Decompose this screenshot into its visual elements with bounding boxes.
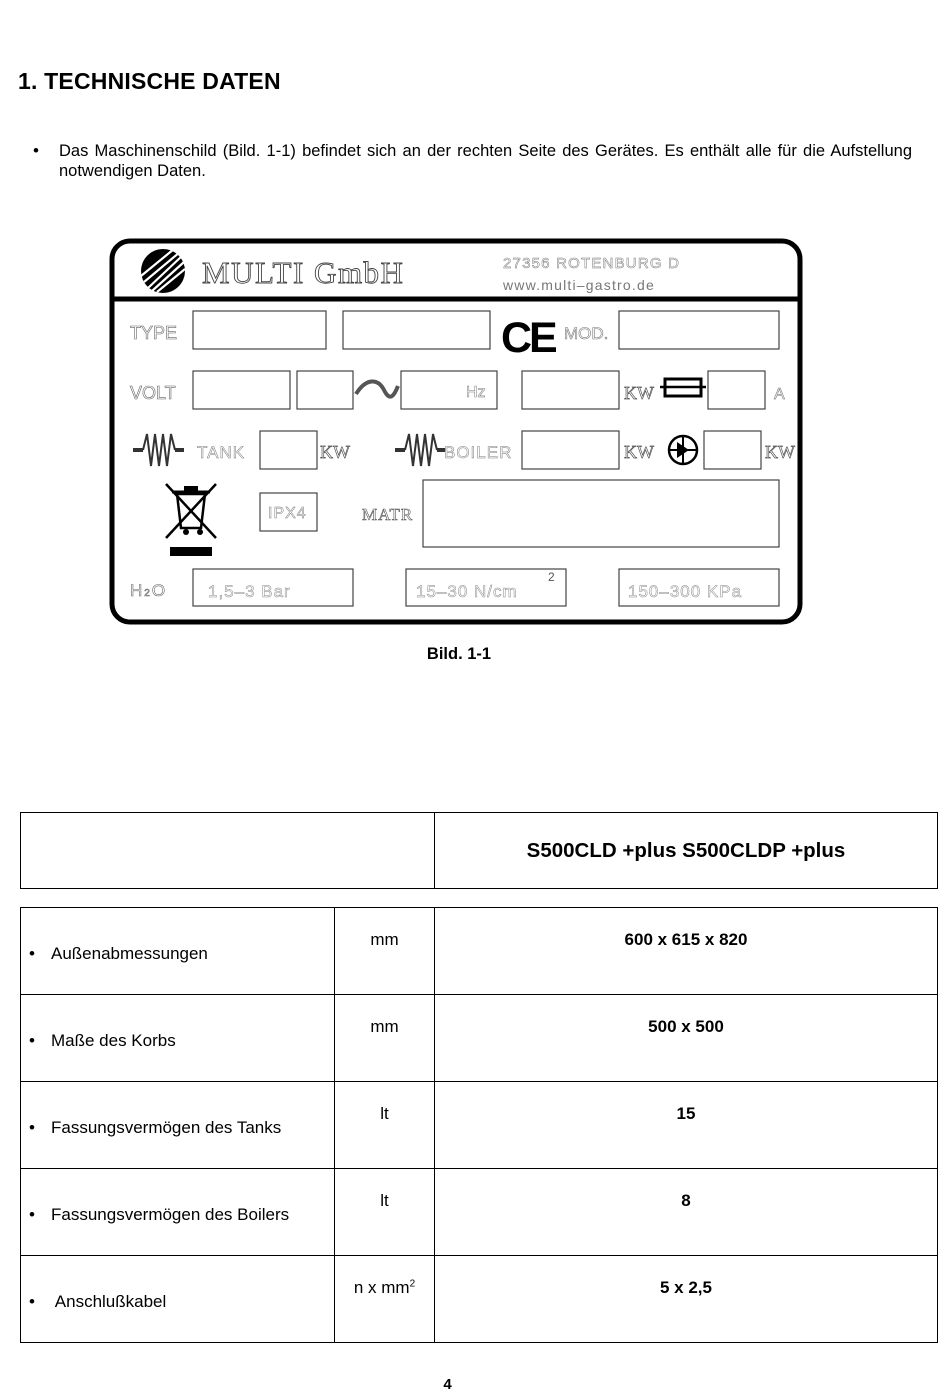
bullet: • — [29, 1117, 35, 1137]
spec-unit: lt — [335, 1082, 435, 1169]
tank-label: TANK — [197, 443, 246, 462]
ce-mark: CE — [501, 314, 555, 362]
bullet: • — [29, 1291, 35, 1311]
table-row — [21, 995, 938, 1082]
company-address: 27356 ROTENBURG D — [503, 255, 681, 272]
bullet: • — [29, 943, 35, 963]
spec-value: 500 x 500 — [435, 995, 938, 1082]
boiler-kw-label: KW — [624, 442, 654, 462]
spec-unit-cell — [335, 1256, 435, 1343]
table-row — [21, 908, 938, 995]
pressure-ncm-superscript: 2 — [548, 570, 555, 584]
volt-label: VOLT — [130, 383, 176, 403]
spec-label-cell — [21, 995, 335, 1082]
figure-caption: Bild. 1-1 — [426, 645, 492, 663]
empty-header-cell — [21, 813, 435, 889]
table-row — [21, 1082, 938, 1169]
bullet: • — [29, 1204, 35, 1224]
spec-label: Außenabmessungen — [51, 943, 208, 963]
spec-value: 8 — [435, 1169, 938, 1256]
ipx-label: IPX4 — [268, 505, 307, 522]
model-names: S500CLD +plus S500CLDP +plus — [435, 813, 938, 889]
spec-unit: mm — [335, 995, 435, 1082]
mod-label: MOD. — [564, 324, 609, 343]
matr-label: MATR — [362, 505, 414, 524]
pump-icon — [669, 436, 697, 464]
bullet: • — [29, 1030, 35, 1050]
spec-value: 5 x 2,5 — [435, 1256, 938, 1343]
tank-kw-label: KW — [320, 442, 350, 462]
spec-label: Anschlußkabel — [51, 1291, 167, 1311]
company-name: MULTI GmbH — [202, 255, 405, 290]
pressure-ncm: 15–30 N/cm — [416, 582, 518, 601]
table-row — [21, 1256, 938, 1343]
intro-bullet: • — [33, 141, 39, 160]
spec-unit: mm — [335, 908, 435, 995]
boiler-label: BOILER — [444, 443, 513, 462]
spec-label-cell — [21, 1169, 335, 1256]
section-heading: 1. TECHNISCHE DATEN — [18, 68, 281, 94]
spec-value: 15 — [435, 1082, 938, 1169]
spec-label: Fassungsvermögen des Tanks — [51, 1117, 282, 1137]
machine-plate — [108, 236, 804, 628]
pump-kw-label: KW — [765, 442, 795, 462]
spec-label-cell — [21, 1256, 335, 1343]
spec-label-cell — [21, 1082, 335, 1169]
page-number: 4 — [443, 1376, 452, 1393]
intro-paragraph: Das Maschinenschild (Bild. 1-1) befindet sich an der rechten Seite des Gerätes. Es enthält alle für die Aufstellung notwendigen Daten. — [59, 142, 912, 180]
table-row — [21, 1169, 938, 1256]
spec-unit-superscript: 2 — [409, 1278, 416, 1290]
spec-unit: lt — [335, 1169, 435, 1256]
model-header-row — [21, 813, 938, 889]
kw-label: KW — [624, 383, 654, 403]
amp-label: A — [774, 386, 785, 403]
pressure-kpa: 150–300 KPa — [628, 582, 743, 601]
company-website: www.multi–gastro.de — [503, 277, 655, 293]
spec-table — [20, 907, 938, 1343]
h2o-label: H 2 O — [130, 581, 166, 600]
pressure-bar: 1,5–3 Bar — [208, 582, 291, 601]
spec-label: Maße des Korbs — [51, 1030, 176, 1050]
spec-unit: n x mm — [353, 1278, 410, 1297]
company-logo-icon — [141, 249, 185, 293]
spec-label: Fassungsvermögen des Boilers — [51, 1204, 290, 1224]
model-header-table — [20, 812, 938, 889]
spec-value: 600 x 615 x 820 — [435, 908, 938, 995]
hz-label: Hz — [466, 384, 486, 401]
type-label: TYPE — [130, 323, 178, 343]
spec-label-cell — [21, 908, 335, 995]
